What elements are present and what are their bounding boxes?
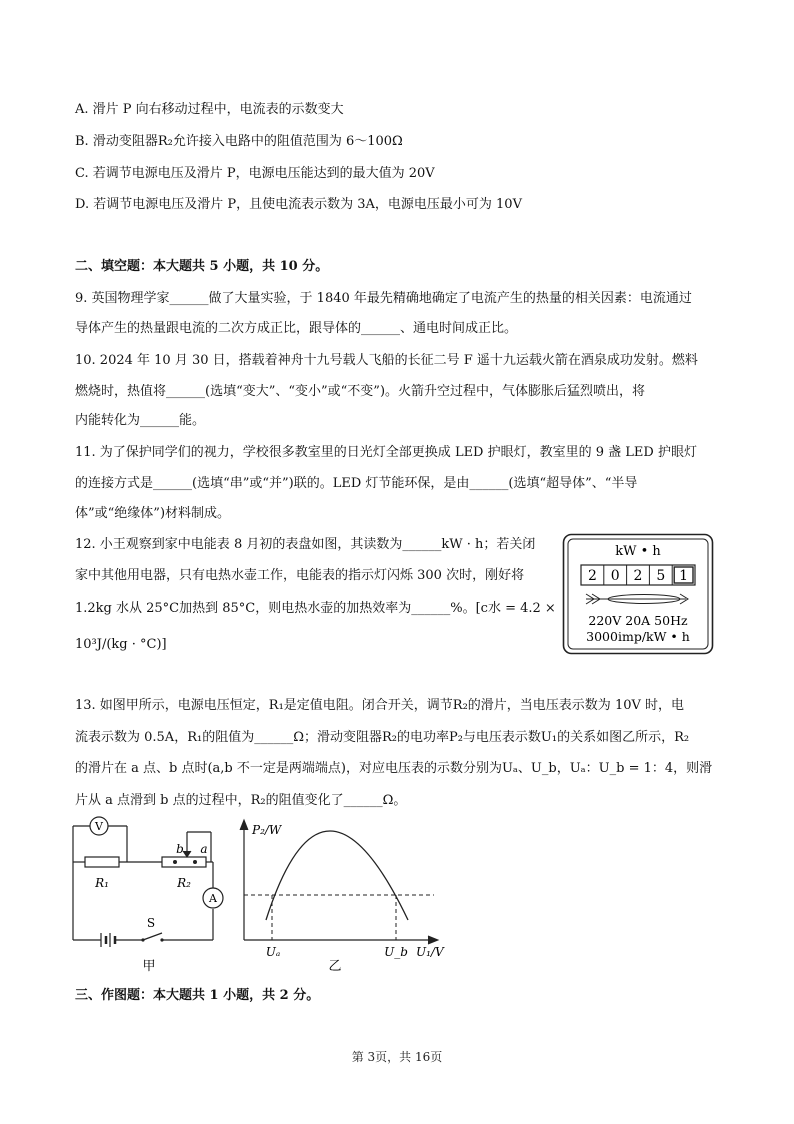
section-2-title: 二、填空题：本大题共 5 小题，共 10 分。 <box>75 259 329 274</box>
electric-meter-figure <box>562 533 714 655</box>
ammeter-label: A <box>209 892 217 905</box>
meter-digit-2: 0 <box>610 568 620 584</box>
graph-ua-label: Uₐ <box>265 945 281 959</box>
q12-line-1: 12. 小王观察到家中电能表 8 月初的表盘如图，其读数为______kW · h；若关闭 <box>75 537 536 552</box>
q10-line-2: 燃烧时，热值将______(选填“变大”、“变小”或“不变”)。火箭升空过程中，气体膨胀后猛烈喷出，将 <box>75 384 646 399</box>
q13-line-1: 13. 如图甲所示，电源电压恒定，R₁是定值电阻。闭合开关，调节R₂的滑片，当电压表示数为 10V 时，电 <box>75 698 685 713</box>
q12-line-2: 家中其他用电器，只有电热水壶工作，电能表的指示灯闪烁 300 次时，刚好将 <box>75 568 525 583</box>
page-footer: 第 3页，共 16页 <box>351 1050 443 1064</box>
option-d: D. 若调节电源电压及滑片 P，且使电流表示数为 3A，电源电压最小可为 10V <box>75 197 522 212</box>
q13-line-3: 的滑片在 a 点、b 点时(a,b 不一定是两端端点)，对应电压表的示数分别为Uₐ、U_b，Uₐ：U_b = 1：4，则滑 <box>75 761 713 776</box>
option-b: B. 滑动变阻器R₂允许接入电路中的阻值范围为 6～100Ω <box>75 134 403 149</box>
q13-line-4: 片从 a 点滑到 b 点的过程中，R₂的阻值变化了______Ω。 <box>75 793 407 808</box>
r2-label: R₂ <box>177 876 191 890</box>
q12-line-3: 1.2kg 水从 25°C加热到 85°C，则电热水壶的加热效率为______%。[c水 = 4.2 × <box>75 601 556 616</box>
power-voltage-graph <box>236 812 458 977</box>
q11-line-3: 体”或“绝缘体”)材料制成。 <box>75 506 231 521</box>
option-c: C. 若调节电源电压及滑片 P，电源电压能达到的最大值为 20V <box>75 166 435 181</box>
meter-arrow-icon <box>586 594 688 604</box>
q11-line-1: 11. 为了保护同学们的视力，学校很多教室里的日光灯全部更换成 LED 护眼灯，教室里的 9 盏 LED 护眼灯 <box>75 445 697 460</box>
slider-b-label: b <box>176 842 184 856</box>
option-a: A. 滑片 P 向右移动过程中，电流表的示数变大 <box>75 102 344 117</box>
switch-label: S <box>146 916 156 930</box>
graph-x-label: U₁/V <box>416 945 444 959</box>
slider-a-label: a <box>200 842 208 856</box>
meter-digit-5: 1 <box>679 568 689 584</box>
r1-label: R₁ <box>95 876 109 890</box>
circuit-diagram <box>65 812 240 977</box>
q9-line-1: 9. 英国物理学家______做了大量实验，于 1840 年最先精确地确定了电流产生的热量的相关因素：电流通过 <box>75 291 692 306</box>
meter-spec-2: 3000imp/kW • h <box>586 629 690 644</box>
circuit-caption: 甲 <box>142 959 156 974</box>
q11-line-2: 的连接方式是______(选填“串”或“并”)联的。LED 灯节能环保，是由______(选填“超导体”、“半导 <box>75 476 638 491</box>
section-3-title: 三、作图题：本大题共 1 小题，共 2 分。 <box>75 988 320 1003</box>
q13-line-2: 流表示数为 0.5A，R₁的阻值为______Ω；滑动变阻器R₂的电功率P₂与电压表示数U₁的关系如图乙所示，R₂ <box>75 730 690 745</box>
q10-line-1: 10. 2024 年 10 月 30 日，搭载着神舟十九号载人飞船的长征二号 F 遥十九运载火箭在酒泉成功发射。燃料 <box>75 353 698 368</box>
meter-unit: kW • h <box>615 544 661 559</box>
meter-digit-3: 2 <box>633 568 643 584</box>
graph-y-label: P₂/W <box>252 823 282 837</box>
meter-digit-4: 5 <box>656 568 666 584</box>
graph-ub-label: U_b <box>384 945 408 959</box>
meter-digit-1: 2 <box>587 568 597 584</box>
meter-spec-1: 220V 20A 50Hz <box>588 613 688 628</box>
voltmeter-label: V <box>95 820 103 833</box>
q10-line-3: 内能转化为______能。 <box>75 413 206 428</box>
graph-caption: 乙 <box>328 959 342 974</box>
q9-line-2: 导体产生的热量跟电流的二次方成正比，跟导体的______、通电时间成正比。 <box>75 321 518 336</box>
q12-line-4: 10³J/(kg · °C)] <box>75 637 167 652</box>
